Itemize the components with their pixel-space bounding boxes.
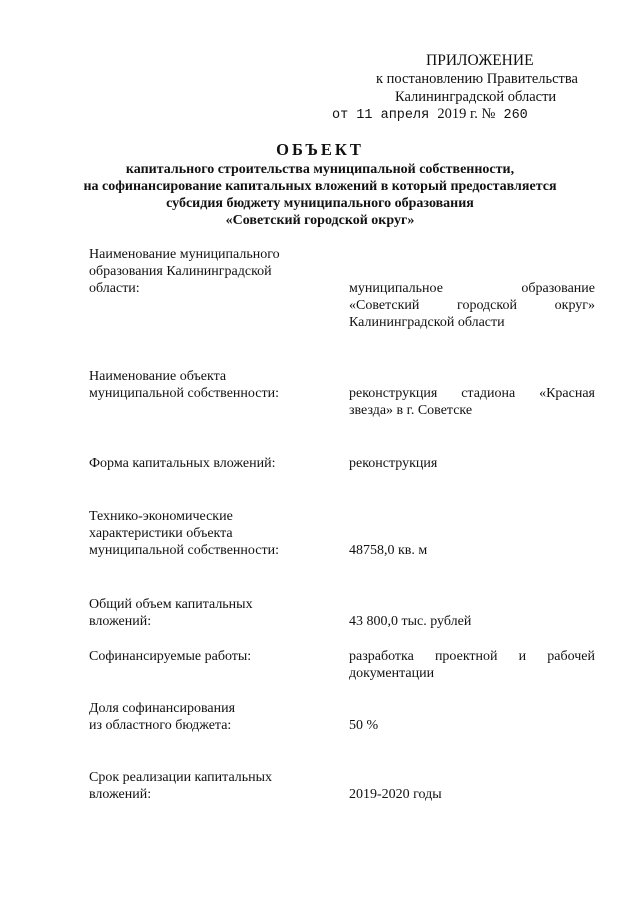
field-value-line: реконструкция стадиона «Красная bbox=[349, 386, 595, 401]
field-value-line: реконструкция bbox=[349, 456, 438, 471]
field-value-line: разработка проектной и рабочей bbox=[349, 649, 595, 664]
field-value-line: 43 800,0 тыс. рублей bbox=[349, 614, 472, 629]
field-label-line: Технико-экономические bbox=[89, 509, 233, 524]
field-label-line: области: bbox=[89, 281, 140, 296]
document-subtitle-line: «Советский городской округ» bbox=[225, 213, 415, 228]
field-label-line: муниципальной собственности: bbox=[89, 543, 279, 558]
field-label bbox=[89, 596, 319, 630]
field-value-line: «Советский городской округ» bbox=[349, 298, 595, 313]
appendix-header bbox=[0, 0, 640, 130]
field-label-line: Общий объем капитальных bbox=[89, 597, 253, 612]
field-value bbox=[349, 542, 595, 559]
field-value bbox=[349, 786, 595, 803]
field-label-line: Доля софинансирования bbox=[89, 701, 236, 716]
field-label bbox=[89, 246, 319, 297]
field-label-line: из областного бюджета: bbox=[89, 718, 232, 733]
appendix-date: от 11 апреля bbox=[332, 108, 430, 123]
field-label-line: вложений: bbox=[89, 614, 152, 629]
document-title: ОБЪЕКТ bbox=[276, 140, 364, 159]
document-subtitle-line: субсидия бюджету муниципального образования bbox=[166, 196, 474, 211]
document-subtitle-line: на софинансирование капитальных вложений в который предоставляется bbox=[83, 179, 557, 194]
field-label-line: Наименование муниципального bbox=[89, 247, 280, 262]
appendix-year: 2019 г. № bbox=[437, 106, 496, 122]
field-label bbox=[89, 769, 319, 803]
field-value-line: 50 % bbox=[349, 718, 379, 733]
field-label bbox=[89, 700, 319, 734]
field-label-line: Форма капитальных вложений: bbox=[89, 456, 276, 471]
field-value-line: Калининградской области bbox=[349, 315, 505, 330]
field-value bbox=[349, 613, 595, 630]
field-value bbox=[349, 385, 595, 419]
appendix-number: 260 bbox=[503, 108, 528, 123]
field-label-line: Наименование объекта bbox=[89, 369, 227, 384]
field-value bbox=[349, 280, 595, 331]
document-subtitle-line: капитального строительства муниципальной собственности, bbox=[125, 162, 515, 177]
field-label-line: образования Калининградской bbox=[89, 264, 272, 279]
field-value-line: документации bbox=[349, 666, 435, 681]
field-label-line: характеристики объекта bbox=[89, 526, 233, 541]
field-label-line: вложений: bbox=[89, 787, 152, 802]
field-value bbox=[349, 648, 595, 682]
appendix-region: Калининградской области bbox=[395, 89, 557, 105]
field-label bbox=[89, 455, 319, 472]
field-label bbox=[89, 648, 319, 665]
field-label bbox=[89, 368, 319, 402]
field-value bbox=[349, 455, 595, 472]
field-label-line: муниципальной собственности: bbox=[89, 386, 279, 401]
field-value-line: 2019-2020 годы bbox=[349, 787, 442, 802]
field-value-line: 48758,0 кв. м bbox=[349, 543, 428, 558]
appendix-date-line bbox=[332, 105, 528, 125]
document-heading bbox=[60, 140, 580, 229]
field-value-line: муниципальное образование bbox=[349, 281, 595, 296]
field-value bbox=[349, 717, 595, 734]
field-label-line: Софинансируемые работы: bbox=[89, 649, 252, 664]
field-label bbox=[89, 508, 319, 559]
field-label-line: Срок реализации капитальных bbox=[89, 770, 273, 785]
field-value-line: звезда» в г. Советске bbox=[349, 403, 473, 418]
appendix-title: ПРИЛОЖЕНИЕ bbox=[426, 52, 534, 69]
appendix-decree: к постановлению Правительства bbox=[376, 71, 578, 87]
